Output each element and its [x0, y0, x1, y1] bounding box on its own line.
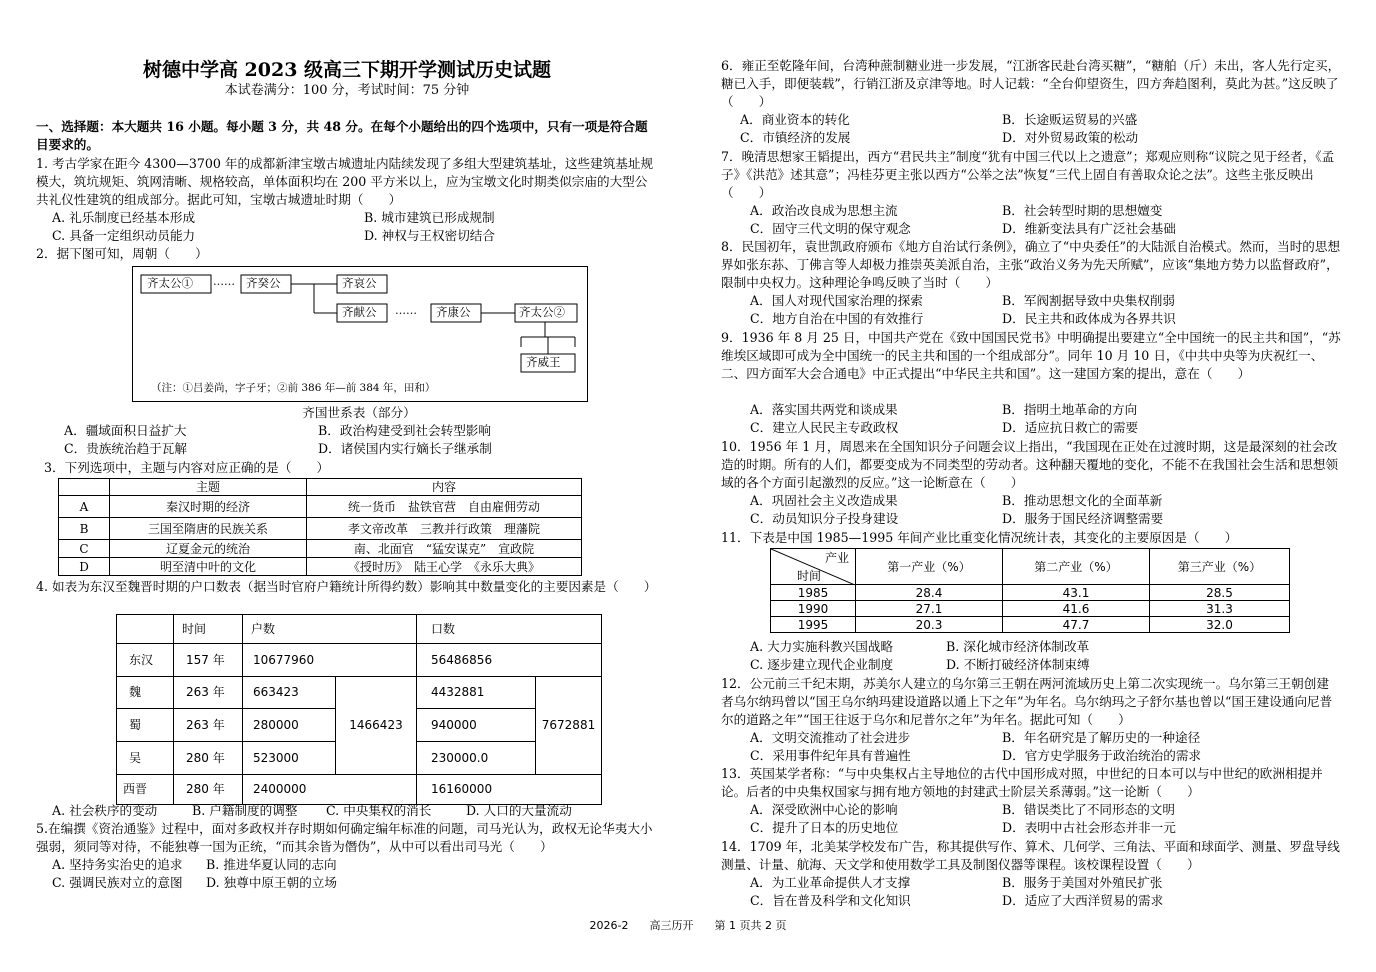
q4-table	[116, 614, 602, 805]
q4-header-blank	[117, 615, 174, 644]
q3-header-blank	[59, 479, 110, 496]
q4-r4-kou: 230000.0	[417, 742, 536, 775]
q12-option-c: C．采用事件纪年具有普遍性	[750, 748, 911, 763]
genealogy-diagram	[132, 266, 588, 402]
q3-row-a-label: A	[59, 496, 110, 518]
q3-row-b-label: B	[59, 518, 110, 540]
q6-stem: 6．雍正至乾隆年间，台湾种蔗制糖业进一步发展，“江浙客民赴台湾买糖”，“糖舶（斤）未出，客人先行定买，糖已入手，即便装载”，行销江浙及京津等地。时人记载：“全台仰望资生，四方奔趋图利，莫此为甚。”这反映了（ ）	[721, 58, 1341, 110]
q4-r5-kou: 16160000	[417, 775, 602, 805]
q7-option-c: C．固守三代文明的保守观念	[750, 221, 911, 236]
q8-option-b: B．军阀割据导致中央集权削弱	[1002, 293, 1175, 308]
q3-row-c-label: C	[59, 540, 110, 558]
q13-option-c: C．提升了日本的历史地位	[750, 820, 899, 835]
node-qi-taigong-2: 齐太公②	[519, 305, 565, 319]
node-qi-weiwang: 齐威王	[526, 355, 561, 369]
node-qi-aigong: 齐哀公	[342, 276, 377, 290]
exam-title: 树德中学高 2023 级高三下期开学测试历史试题	[142, 59, 552, 81]
q3-header-content: 内容	[307, 479, 582, 496]
q5-option-b: B. 推进华夏认同的志向	[206, 857, 337, 872]
q4-r2-year: 263 年	[174, 677, 243, 709]
q11-header-tertiary: 第三产业（%）	[1150, 549, 1290, 585]
q10-option-d: D．服务于国民经济调整需要	[1002, 511, 1164, 526]
q3-row-c-theme: 辽夏金元的统治	[110, 540, 307, 558]
node-qi-taigong-1: 齐太公①	[147, 276, 193, 290]
q4-header-hu: 户数	[243, 615, 417, 644]
q4-stem: 4. 如表为东汉至魏晋时期的户口数表（据当时官府户籍统计所得约数）影响其中数量变化的主要因素是（ ）	[36, 579, 657, 594]
q4-r4-year: 280 年	[174, 742, 243, 775]
q14-option-b: B．服务于美国对外殖民扩张	[1002, 875, 1163, 890]
q4-option-a: A. 社会秩序的变动	[52, 803, 158, 818]
q7-stem: 7．晚清思想家王韬提出，西方“君民共主”制度“犹有中国三代以上之遗意”；郑观应则称“议院之见于经者，《孟子》《洪范》述其意”；冯桂芬更主张以西方“公举之法”恢复“三代上固自有善取众论之法”。这些主张反映出（ ）	[721, 149, 1335, 201]
q9-option-a: A．落实国共两党和谈成果	[750, 402, 898, 417]
q13-option-b: B．错误类比了不同形态的文明	[1002, 802, 1175, 817]
q3-row-c-content: 南、北面官 “猛安谋克” 宣政院	[307, 540, 582, 558]
q9-option-c: C．建立人民民主专政政权	[750, 420, 899, 435]
dots-2: ……	[395, 304, 417, 317]
q4-option-d: D. 人口的大量流动	[466, 803, 572, 818]
page-footer	[0, 917, 1376, 935]
q11-option-a: A. 大力实施科教兴国战略	[750, 639, 894, 654]
q4-r5-year: 280 年	[174, 775, 243, 805]
q2-option-c: C．贵族统治趋于瓦解	[64, 441, 187, 456]
q11-option-c: C. 逐步建立现代企业制度	[750, 657, 894, 672]
q4-r1-kou: 56486856	[417, 644, 602, 677]
diagram-note: （注：①吕姜尚，字子牙；②前 386 年—前 384 年，田和）	[151, 382, 436, 394]
footer-grade: 高三历开	[649, 919, 694, 932]
q4-r2-kou: 4432881	[417, 677, 536, 709]
q4-r4-dynasty: 吴	[117, 742, 174, 775]
q4-r3-hu: 280000	[243, 709, 336, 742]
q11-row-1995-year: 1995	[771, 617, 856, 633]
q11-row-1990-primary: 27.1	[856, 601, 1003, 617]
q4-r1-dynasty: 东汉	[117, 644, 174, 677]
q4-r2-dynasty: 魏	[117, 677, 174, 709]
q4-r3-year: 263 年	[174, 709, 243, 742]
q4-header-time: 时间	[174, 615, 243, 644]
q1-option-d: D. 神权与王权密切结合	[364, 228, 495, 243]
diagram-caption: 齐国世系表（部分）	[302, 405, 416, 420]
q9-option-b: B．指明土地革命的方向	[1002, 402, 1138, 417]
q6-option-a: A．商业资本的转化	[740, 112, 850, 127]
q7-option-a: A．政治改良成为思想主流	[750, 203, 898, 218]
q11-row-1985-secondary: 43.1	[1003, 585, 1150, 601]
q2-stem: 2．据下图可知，周朝（ ）	[36, 246, 208, 261]
q11-row-1995-primary: 20.3	[856, 617, 1003, 633]
q6-option-d: D．对外贸易政策的松动	[1002, 130, 1139, 145]
q1-option-c: C. 具备一定组织动员能力	[52, 228, 196, 243]
q5-option-d: D. 独尊中原王朝的立场	[206, 875, 337, 890]
q3-row-a-theme: 秦汉时期的经济	[110, 496, 307, 518]
q5-stem: 5.在编撰《资治通鉴》过程中，面对多政权并存时期如何确定编年标准的问题，司马光认为，政权无论华夷大小强弱，须同等对待，不能独尊一国为正统，“而其余皆为僭伪”，从中可以看出司马光（ ）	[36, 821, 653, 855]
q10-option-c: C．动员知识分子投身建设	[750, 511, 899, 526]
q11-table	[770, 548, 1290, 633]
q3-row-b-content: 孝文帝改革 三教并行政策 理藩院	[307, 518, 582, 540]
q11-row-1995-tertiary: 32.0	[1150, 617, 1290, 633]
q8-stem: 8．民国初年，袁世凯政府颁布《地方自治试行条例》，确立了“中央委任”的大陆派自治模式。然而，当时的思想界如张东荪、丁佛言等人却极力推崇英美派自治，主张“政治义务为先天所赋”，应该“集地方势力以监督政府”，限制中央权力。这种理论争鸣反映了当时（ ）	[721, 239, 1341, 291]
node-qi-kanggong: 齐康公	[436, 305, 471, 319]
q4-r1-year: 157 年	[174, 644, 243, 677]
q1-option-a: A. 礼乐制度已经基本形成	[52, 210, 196, 225]
q4-r4-hu: 523000	[243, 742, 336, 775]
q9-option-d: D．适应抗日救亡的需要	[1002, 420, 1139, 435]
q11-row-1990-tertiary: 31.3	[1150, 601, 1290, 617]
q3-row-b-theme: 三国至隋唐的民族关系	[110, 518, 307, 540]
q4-header-kou: 口数	[417, 615, 602, 644]
q8-option-c: C．地方自治在中国的有效推行	[750, 311, 924, 326]
dots-1: ……	[213, 275, 235, 288]
q13-option-a: A．深受欧洲中心论的影响	[750, 802, 898, 817]
q4-option-b: B. 户籍制度的调整	[192, 803, 298, 818]
q5-option-c: C. 强调民族对立的意图	[52, 875, 183, 890]
q14-option-d: D．适应了大西洋贸易的需求	[1002, 893, 1164, 908]
footer-page: 第 1 页共 2 页	[714, 919, 787, 932]
q4-r3-dynasty: 蜀	[117, 709, 174, 742]
q12-stem: 12．公元前三千纪末期，苏美尔人建立的乌尔第三王朝在两河流域历史上第二次实现统一。乌尔第三王朝创建者乌尔纳玛曾以“国王乌尔纳玛建设道路以通上下之年”为年名。乌尔纳玛之子舒尔基也曾以“国王建设通向尼普尔的道路之年”“国王往返于乌尔和尼普尔之年”为年名。据此可知（ ）	[721, 676, 1333, 728]
q13-stem: 13．英国某学者称：“与中央集权占主导地位的古代中国形成对照，中世纪的日本可以与中世纪的欧洲相提并论。后者的中央集权国家与拥有地方领地的封建武士阶层关系薄弱。”这一论断（ ）	[721, 766, 1323, 800]
q6-option-c: C．市镇经济的发展	[740, 130, 851, 145]
q11-header-industry: 产业	[824, 551, 849, 565]
q11-option-b: B. 深化城市经济体制改革	[946, 639, 1090, 654]
q8-option-d: D．民主共和政体成为各界共识	[1002, 311, 1176, 326]
q11-corner-cell	[771, 549, 856, 585]
exam-subtitle: 本试卷满分：100 分，考试时间：75 分钟	[224, 83, 470, 98]
q11-header-secondary: 第二产业（%）	[1003, 549, 1150, 585]
q11-row-1990-secondary: 41.6	[1003, 601, 1150, 617]
q10-option-b: B．推动思想文化的全面革新	[1002, 493, 1163, 508]
node-qi-guigong: 齐癸公	[246, 276, 281, 290]
q1-option-b: B. 城市建筑已形成规制	[364, 210, 495, 225]
q7-option-d: D．维新变法具有广泛社会基础	[1002, 221, 1176, 236]
q11-row-1985-primary: 28.4	[856, 585, 1003, 601]
q10-stem: 10．1956 年 1 月，周恩来在全国知识分子问题会议上指出，“我国现在正处在过渡时期，这是最深刻的社会改造的时期。所有的人们，都要变成为不同类型的劳动者。这种翻天覆地的变化，不能不在我国社会生活和思想领域的各个方面引起激烈的反应。”这一论断意在（ ）	[721, 439, 1339, 491]
q10-option-a: A．巩固社会主义改造成果	[750, 493, 898, 508]
q13-option-d: D．表明中古社会形态并非一元	[1002, 820, 1176, 835]
q5-option-a: A. 坚持务实治史的追求	[52, 857, 183, 872]
q4-r3-kou: 940000	[417, 709, 536, 742]
q3-row-a-content: 统一货币 盐铁官营 自由雇佣劳动	[307, 496, 582, 518]
q4-hu-total: 1466423	[336, 677, 417, 775]
q11-header-primary: 第一产业（%）	[856, 549, 1003, 585]
section-heading: 一、选择题：本大题共 16 小题。每小题 3 分，共 48 分。在每个小题给出的四个选项中，只有一项是符合题目要求的。	[36, 119, 648, 153]
q14-stem: 14．1709 年，北美某学校发布广告，称其提供写作、算术、几何学、三角法、平面和球面学、测量、罗盘导线测量、计量、航海、天文学和使用数学工具及制图仪器等课程。该校课程设置（ ）	[721, 839, 1340, 873]
q4-r1-hu: 10677960	[243, 644, 417, 677]
q1-stem: 1. 考古学家在距今 4300—3700 年的成都新津宝墩古城遗址内陆续发现了多组大型建筑基址，这些建筑基址规模大，筑坑规矩、筑网清晰、规格较高，单体面积均在 200 平方米以上，应为宝墩文化时期类似宗庙的大型公共礼仪性建筑的组成部分。据此可知，宝墩古城遗址时期（ ）	[36, 156, 654, 208]
q11-header-time: 时间	[797, 569, 822, 583]
node-qi-xiangong: 齐献公	[342, 305, 377, 319]
q2-option-b: B．政治构建受到社会转型影响	[318, 423, 491, 438]
q3-row-d-label: D	[59, 558, 110, 576]
q2-option-a: A．疆域面积日益扩大	[64, 423, 187, 438]
q7-option-b: B．社会转型时期的思想嬗变	[1002, 203, 1163, 218]
q4-r2-hu: 663423	[243, 677, 336, 709]
q4-kou-total: 7672881	[536, 677, 602, 775]
q11-row-1985-tertiary: 28.5	[1150, 585, 1290, 601]
q11-row-1990-year: 1990	[771, 601, 856, 617]
q3-header-theme: 主题	[110, 479, 307, 496]
q3-stem: 3．下列选项中，主题与内容对应正确的是（ ）	[44, 460, 330, 475]
q11-row-1985-year: 1985	[771, 585, 856, 601]
q11-stem: 11．下表是中国 1985—1995 年间产业比重变化情况统计表，其变化的主要原因是（ ）	[721, 530, 1238, 545]
footer-code: 2026-2	[589, 919, 629, 932]
q12-option-d: D．官方史学服务于政治统治的需求	[1002, 748, 1202, 763]
q2-option-d: D．诸侯国内实行嫡长子继承制	[318, 441, 492, 456]
q3-row-d-theme: 明至清中叶的文化	[110, 558, 307, 576]
q8-option-a: A．国人对现代国家治理的探索	[750, 293, 923, 308]
q4-r5-dynasty: 西晋	[117, 775, 174, 805]
q9-stem: 9．1936 年 8 月 25 日，中国共产党在《致中国国民党书》中明确提出要建立“全中国统一的民主共和国”，“苏维埃区域即可成为全中国统一的民主共和国的一个组成部分”。同年 10 月 10 日，《中共中央等为庆祝红一、二、四方面军大会合通电》中正式提出“中华民主共和国”。这一建国方案的提出，意在（ ）	[721, 330, 1341, 382]
q14-option-c: C．旨在普及科学和文化知识	[750, 893, 911, 908]
q4-option-c: C. 中央集权的消长	[326, 803, 432, 818]
q4-r5-hu: 2400000	[243, 775, 417, 805]
q3-row-d-content: 《授时历》 陆王心学 《永乐大典》	[307, 558, 582, 576]
q11-row-1995-secondary: 47.7	[1003, 617, 1150, 633]
q12-option-a: A．文明交流推动了社会进步	[750, 730, 911, 745]
q6-option-b: B．长途贩运贸易的兴盛	[1002, 112, 1138, 127]
q3-table	[58, 478, 582, 576]
q12-option-b: B．年名研究是了解历史的一种途径	[1002, 730, 1201, 745]
q14-option-a: A．为工业革命提供人才支撑	[750, 875, 911, 890]
q11-option-d: D. 不断打破经济体制束缚	[946, 657, 1090, 672]
